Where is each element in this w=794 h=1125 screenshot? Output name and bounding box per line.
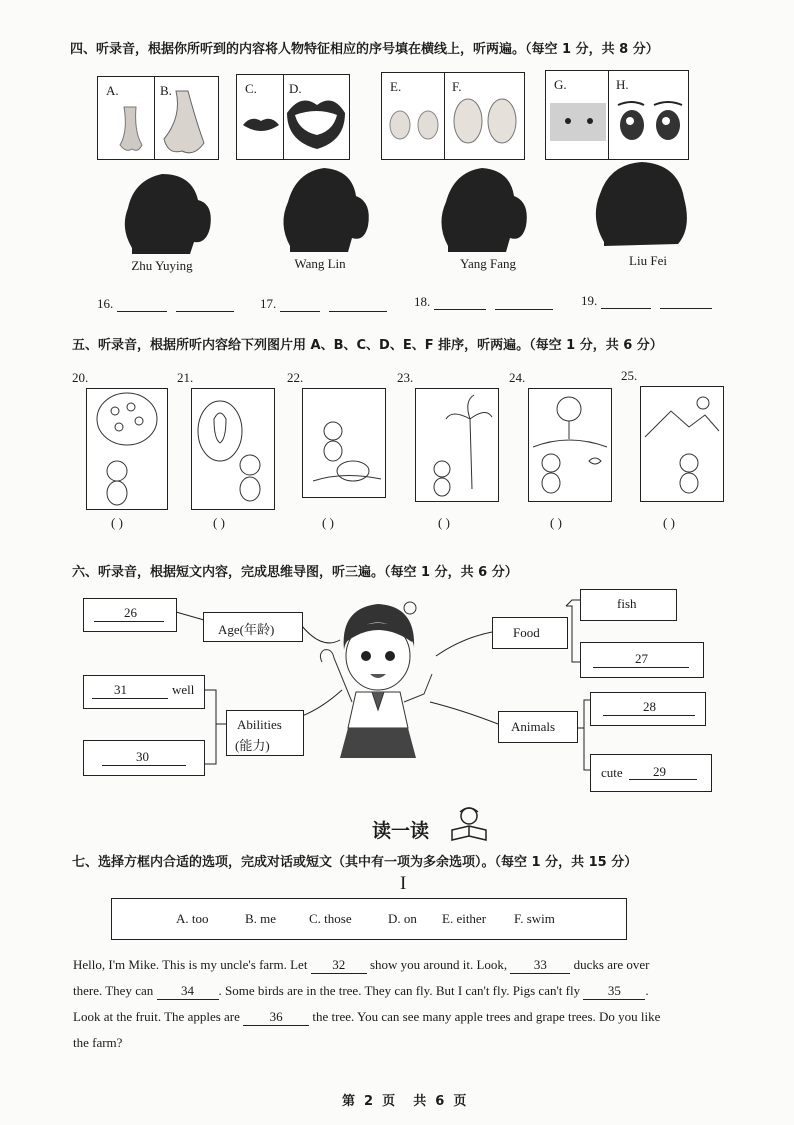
story-picture-24 — [528, 388, 612, 502]
option-f: F. swim — [514, 911, 555, 926]
page-footer: 第 2 页 共 6 页 — [342, 1094, 467, 1109]
story-picture-21 — [191, 388, 275, 510]
mouth-icon — [237, 75, 349, 159]
fish-box — [580, 589, 677, 621]
ear-picture-box — [381, 72, 525, 160]
monkey-banana-tree-icon — [416, 389, 498, 501]
blank-box-31[interactable] — [83, 675, 205, 709]
age-label: Age(年龄) — [218, 622, 275, 637]
person-name: Liu Fei — [629, 253, 667, 268]
passage-text: show you around it. Look, — [369, 957, 508, 972]
girl-silhouette-icon — [270, 162, 380, 258]
fish-label: fish — [617, 596, 637, 611]
order-blank-20[interactable]: ( ) — [111, 515, 123, 530]
blank-box-30[interactable] — [83, 740, 205, 776]
section7-heading: 七、选择方框内合适的选项，完成对话或短文（其中有一项为多余选项）。（每空 1 分，共 15 分） — [72, 855, 638, 870]
read-title: 读一读 — [372, 820, 430, 842]
monkey-hill-icon — [529, 389, 611, 501]
abilities-node — [226, 710, 304, 756]
passage-text: there. They can — [73, 983, 154, 998]
eye-picture-box — [545, 70, 689, 160]
blank-36[interactable]: 36 — [243, 1009, 309, 1026]
monkey-mountain-icon — [641, 387, 723, 501]
answer-number: 19. — [581, 293, 598, 308]
story-picture-20 — [86, 388, 168, 510]
option-letter: B. — [160, 83, 172, 98]
blank-number: 28 — [643, 699, 656, 714]
option-letter: E. — [390, 79, 402, 94]
monkey-fruit-icon — [192, 389, 274, 509]
eye-icon — [546, 71, 688, 159]
answer-18[interactable] — [414, 294, 553, 310]
ear-icon — [382, 73, 524, 159]
answer-number: 17. — [260, 296, 277, 311]
girl-silhouette-icon — [428, 162, 538, 258]
food-label: Food — [513, 625, 540, 640]
person-name: Wang Lin — [294, 256, 346, 271]
passage-text: . — [645, 983, 649, 998]
order-blank-23[interactable]: ( ) — [438, 515, 450, 530]
blank-number: 26 — [124, 605, 137, 620]
answer-number: 18. — [414, 294, 431, 309]
cute-label: cute — [601, 765, 623, 780]
blank-number: 29 — [653, 764, 666, 779]
age-node — [203, 612, 303, 642]
option-b: B. me — [245, 911, 277, 926]
blank-33[interactable]: 33 — [510, 957, 570, 974]
girl-illustration-icon — [316, 598, 440, 762]
food-node — [492, 617, 568, 649]
section6-heading: 六、听录音，根据短文内容，完成思维导图，听三遍。（每空 1 分，共 6 分） — [72, 565, 518, 580]
passage-text: the farm? — [73, 1035, 123, 1050]
story-picture-23 — [415, 388, 499, 502]
blank-box-28[interactable] — [590, 692, 706, 726]
answer-number: 16. — [97, 296, 114, 311]
option-letter: D. — [289, 81, 302, 96]
part-roman-numeral: I — [400, 873, 407, 894]
reading-kid-icon — [446, 806, 492, 842]
option-e: E. either — [442, 911, 487, 926]
option-letter: H. — [616, 77, 629, 92]
story-picture-22 — [302, 388, 386, 498]
passage-line-2 — [73, 978, 753, 1004]
well-label: well — [172, 682, 195, 697]
blank-number: 30 — [136, 749, 149, 764]
blank-number: 27 — [635, 651, 648, 666]
person-name: Zhu Yuying — [131, 258, 193, 273]
passage-line-4 — [73, 1030, 753, 1056]
abilities-label-cn: (能力) — [235, 738, 270, 753]
blank-35[interactable]: 35 — [583, 983, 645, 1000]
picture-number: 22. — [287, 370, 304, 385]
picture-number: 23. — [397, 370, 414, 385]
options-box — [111, 898, 627, 940]
passage-text: . Some birds are in the tree. They can fly. But I can't fly. Pigs can't fly — [218, 983, 581, 998]
passage-text: ducks are over — [573, 957, 650, 972]
passage — [73, 952, 753, 1056]
answer-19[interactable] — [581, 293, 712, 309]
passage-text: Hello, I'm Mike. This is my uncle's farm. Let — [73, 957, 308, 972]
monkey-tree-icon — [87, 389, 167, 509]
picture-number: 24. — [509, 370, 526, 385]
section5-heading: 五、听录音，根据所听内容给下列图片用 A、B、C、D、E、F 排序，听两遍。（每空 1 分，共 6 分） — [72, 338, 663, 353]
section4-heading: 四、听录音，根据你所听到的内容将人物特征相应的序号填在横线上，听两遍。（每空 1 分，共 8 分） — [70, 42, 659, 57]
option-a: A. too — [176, 911, 209, 926]
order-blank-22[interactable]: ( ) — [322, 515, 334, 530]
blank-box-26[interactable] — [83, 598, 177, 632]
picture-number: 25. — [621, 368, 638, 383]
order-blank-25[interactable]: ( ) — [663, 515, 675, 530]
answer-16[interactable] — [97, 296, 234, 312]
blank-box-29[interactable] — [590, 754, 712, 792]
option-d: D. on — [388, 911, 417, 926]
abilities-label: Abilities — [237, 717, 282, 732]
picture-number: 21. — [177, 370, 194, 385]
mouth-picture-box — [236, 74, 350, 160]
passage-text: Look at the fruit. The apples are — [73, 1009, 240, 1024]
animals-label: Animals — [511, 719, 556, 734]
option-c: C. those — [309, 911, 352, 926]
option-letter: G. — [554, 77, 567, 92]
blank-number: 31 — [114, 682, 127, 697]
monkey-watermelon-icon — [303, 389, 385, 497]
girl-silhouette-icon — [586, 158, 696, 252]
animals-node — [498, 711, 578, 743]
blank-34[interactable]: 34 — [157, 983, 219, 1000]
option-letter: A. — [106, 83, 119, 98]
blank-32[interactable]: 32 — [311, 957, 367, 974]
story-picture-25 — [640, 386, 724, 502]
passage-line-1 — [73, 952, 753, 978]
nose-icon — [98, 77, 218, 159]
blank-box-27[interactable] — [580, 642, 704, 678]
passage-text: the tree. You can see many apple trees and grape trees. Do you like — [312, 1009, 661, 1024]
option-letter: C. — [245, 81, 257, 96]
option-letter: F. — [452, 79, 462, 94]
nose-picture-box — [97, 76, 219, 160]
person-name: Yang Fang — [459, 256, 517, 271]
order-blank-21[interactable]: ( ) — [213, 515, 225, 530]
picture-number: 20. — [72, 370, 89, 385]
passage-line-3 — [73, 1004, 753, 1030]
girl-silhouette-icon — [110, 168, 220, 260]
answer-17[interactable] — [260, 296, 387, 312]
order-blank-24[interactable]: ( ) — [550, 515, 562, 530]
